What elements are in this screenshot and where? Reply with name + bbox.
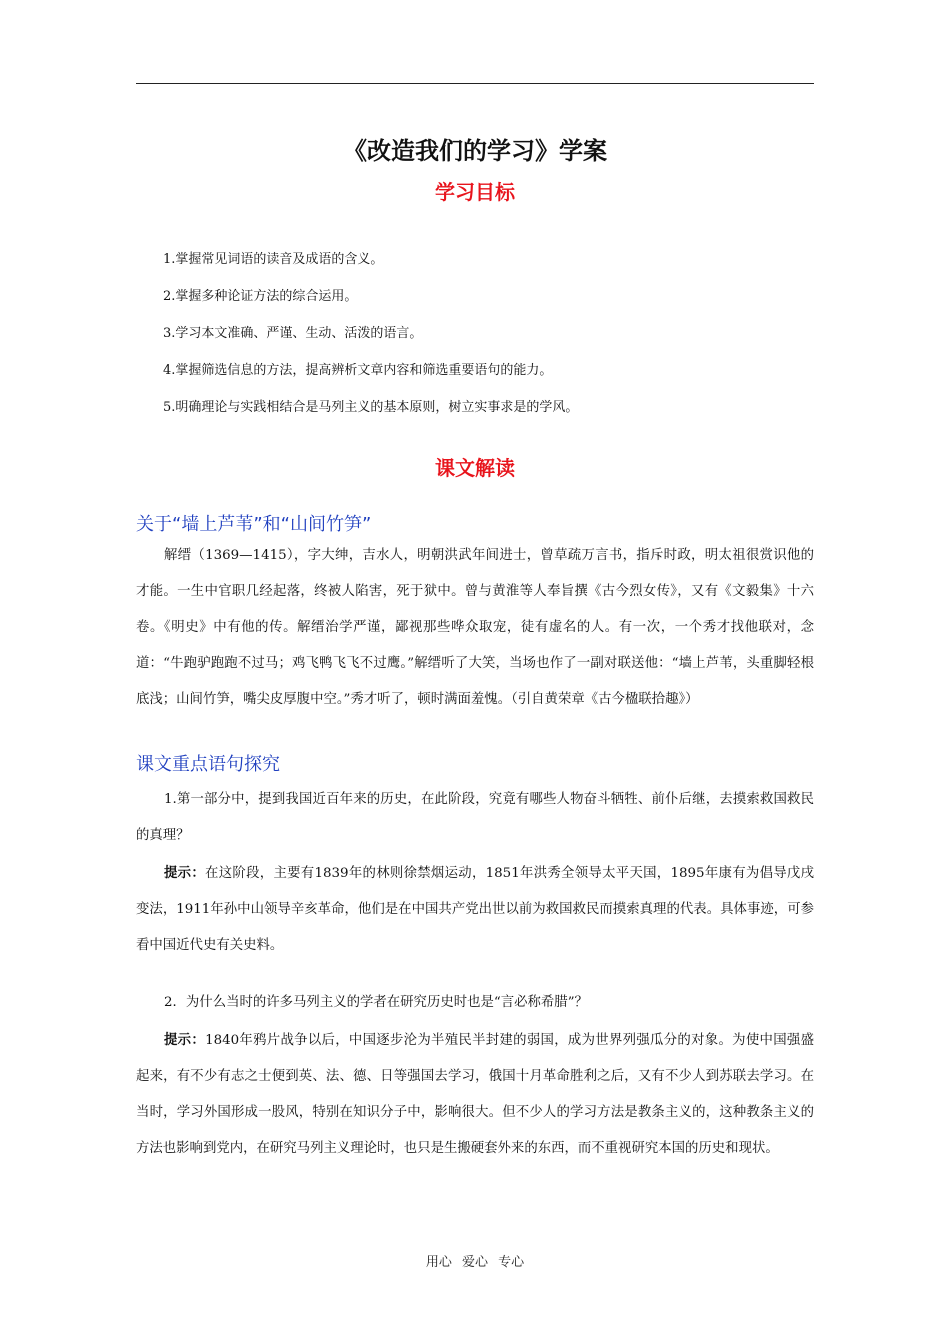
page-title: 《改造我们的学习》学案 (343, 137, 607, 165)
hint-label: 提示： (164, 1033, 206, 1048)
reading-heading: 课文解读 (435, 456, 515, 480)
goal-item: 5.明确理论与实践相结合是马列主义的基本原则，树立实事求是的学风。 (163, 400, 579, 415)
goals-heading: 学习目标 (435, 180, 515, 204)
key-sentences-heading: 课文重点语句探究 (136, 754, 280, 775)
answer-2 (136, 1023, 814, 1167)
answer-2-text: 1840年鸦片战争以后，中国逐步沦为半殖民半封建的弱国，成为世界列强瓜分的对象。为使中国强盛起来，有不少有志之士便到英、法、德、日等强国去学习，俄国十月革命胜利之后，又有不少人到苏联去学习。在当时，学习外国形成一股风，特别在知识分子中，影响很大。但不少人的学习方法是教条主义的，这种教条主义的方法也影响到党内，在研究马列主义理论时，也只是生搬硬套外来的东西，而不重视研究本国的历史和现状。 (136, 1033, 814, 1156)
answer-1 (136, 856, 814, 964)
answer-1-text: 在这阶段，主要有1839年的林则徐禁烟运动，1851年洪秀全领导太平天国，1895年康有为倡导戊戌变法，1911年孙中山领导辛亥革命，他们是在中国共产党出世以前为救国救民而摸索真理的代表。具体事迹，可参看中国近代史有关史料。 (136, 866, 815, 953)
hint-label: 提示： (164, 866, 206, 881)
page-footer: 用心 爱心 专心 (425, 1255, 525, 1270)
header-rule (136, 83, 814, 84)
goal-item: 2.掌握多种论证方法的综合运用。 (163, 289, 358, 304)
goal-item: 1.掌握常见词语的读音及成语的含义。 (163, 252, 384, 267)
couplet-heading: 关于“墙上芦苇”和“山间竹笋” (136, 514, 372, 535)
question-2: 2．为什么当时的许多马列主义的学者在研究历史时也是“言必称希腊”？ (164, 995, 588, 1010)
couplet-paragraph: 解缙（1369—1415），字大绅，吉水人，明朝洪武年间进士，曾草疏万言书，指斥时政，明太祖很赏识他的才能。一生中官职几经起落，终被人陷害，死于狱中。曾与黄淮等人奉旨撰《古今烈女传》，又有《文毅集》十六卷。《明史》中有他的传。解缙治学严谨，鄙视那些哗众取宠，徒有虚名的人。有一次，一个秀才找他联对，念道：“牛跑驴跑跑不过马；鸡飞鸭飞飞不过鹰。”解缙听了大笑，当场也作了一副对联送他：“墙上芦苇，头重脚轻根底浅；山间竹笋，嘴尖皮厚腹中空。”秀才听了，顿时满面羞愧。（引自黄荣章《古今楹联拾趣》） (136, 548, 814, 707)
goal-item: 4.掌握筛选信息的方法，提高辨析文章内容和筛选重要语句的能力。 (163, 363, 553, 378)
question-1: 1.第一部分中，提到我国近百年来的历史，在此阶段，究竟有哪些人物奋斗牺牲、前仆后继，去摸索救国救民的真理？ (136, 792, 814, 843)
goal-item: 3.学习本文准确、严谨、生动、活泼的语言。 (163, 326, 423, 341)
